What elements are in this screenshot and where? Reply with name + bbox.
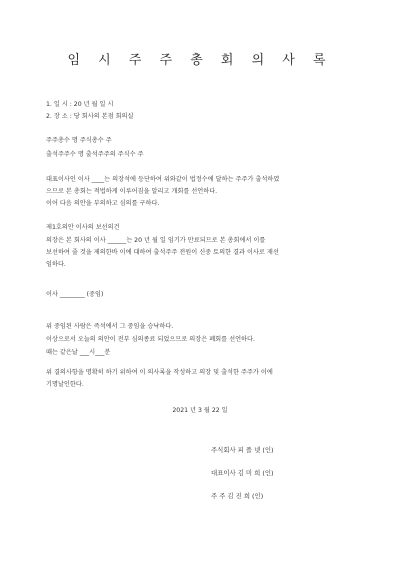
closing-line: 이상으로서 오늘의 의안이 전부 심의종료 되었으므로 의장은 폐회를 선언하다. bbox=[46, 336, 255, 343]
meeting-datetime: 1. 일 시 : 20 년 월 일 시 bbox=[46, 101, 114, 108]
agenda-body-line: 임하다. bbox=[46, 261, 66, 268]
closing-line: 위 중임된 사람은 즉석에서 그 중임을 승낙하다. bbox=[46, 323, 174, 330]
closing-line: 때는 같은날 ___시___분 bbox=[46, 349, 111, 356]
attending-shareholder-count: 출석주주수 명 출석주주의 주식수 주 bbox=[46, 151, 144, 158]
opening-line: 대표이사인 이사 ____는 의장석에 등단하여 위와같이 법정수에 달하는 주주가 출석하였 bbox=[46, 176, 280, 183]
signature-representative: 대표이사 김 미 희 (인) bbox=[211, 469, 274, 477]
certification-line: 기명날인한다. bbox=[46, 381, 84, 388]
meeting-place: 2. 장 소 : 당 회사의 본점 회의실 bbox=[46, 113, 134, 120]
director-line: 이사 ________ (중임) bbox=[46, 291, 104, 298]
agenda-heading: 제1호의안 이사의 보선의건 bbox=[46, 224, 120, 231]
signature-company: 주식회사 피 플 넷 (인) bbox=[211, 446, 274, 454]
document-date: 2021 년 3 월 22 일 bbox=[172, 407, 228, 414]
opening-line: 으므로 본 총회는 적법하게 이루어짐을 알리고 개회를 선언하다. bbox=[46, 188, 218, 195]
document-title: 임 시 주 주 총 회 의 사 록 bbox=[67, 53, 333, 68]
signature-shareholder: 주 주 김 진 희 (인) bbox=[211, 492, 264, 500]
certification-line: 위 결의사항을 명확히 하기 위하여 이 의사록을 작성하고 의장 및 출석한 주주가 이에 bbox=[46, 369, 273, 376]
agenda-body-line: 의장은 본 회사의 이사 ______는 20 년 월 일 임기가 만료되므로 본 총회에서 이를 bbox=[46, 237, 266, 244]
opening-line: 이어 다음 의안을 부의하고 심의를 구하다. bbox=[46, 200, 160, 207]
agenda-body-line: 보선하여 줄 것을 제의한바 이에 대하여 출석주주 전원이 신중 토의한 결과 이사로 재선 bbox=[46, 249, 279, 256]
shareholder-count: 주주총수 명 주식총수 주 bbox=[46, 137, 112, 144]
